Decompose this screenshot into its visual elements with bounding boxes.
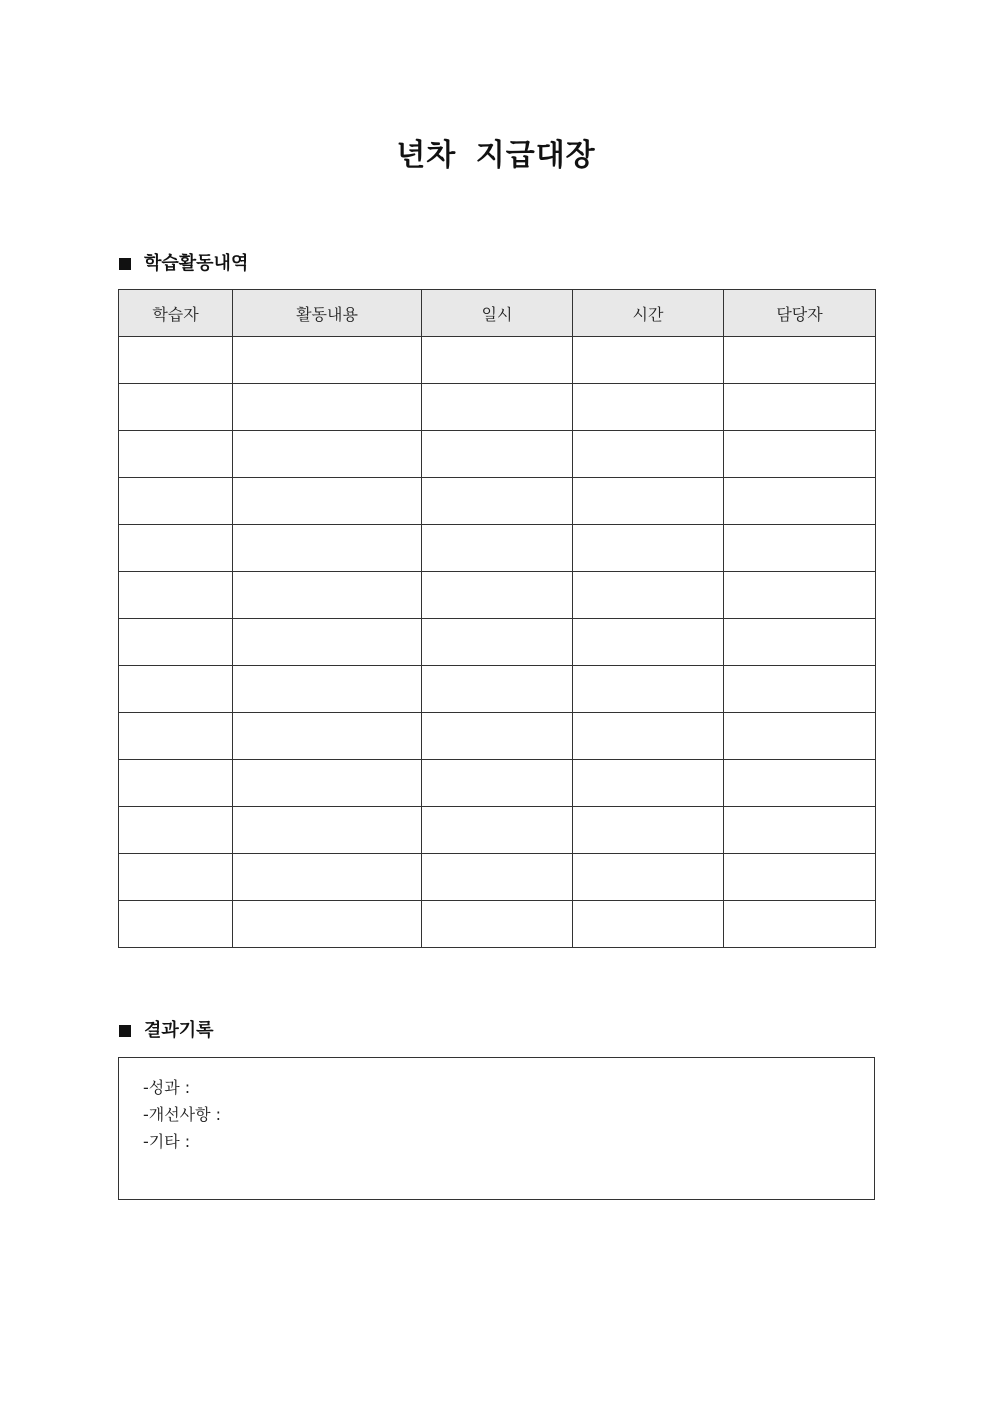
manager-cell[interactable] xyxy=(724,525,876,572)
manager-cell[interactable] xyxy=(724,807,876,854)
time-cell[interactable] xyxy=(573,713,724,760)
activity-cell[interactable] xyxy=(233,478,422,525)
learner-cell[interactable] xyxy=(119,572,233,619)
time-cell[interactable] xyxy=(573,760,724,807)
table-row xyxy=(119,807,876,854)
manager-cell[interactable] xyxy=(724,901,876,948)
date-cell[interactable] xyxy=(422,572,573,619)
activity-table-body xyxy=(119,337,876,948)
learner-cell[interactable] xyxy=(119,619,233,666)
activity-table xyxy=(118,289,876,948)
activity-cell[interactable] xyxy=(233,572,422,619)
column-header-manager: 담당자 xyxy=(724,290,876,337)
time-cell[interactable] xyxy=(573,572,724,619)
time-cell[interactable] xyxy=(573,478,724,525)
square-bullet-icon xyxy=(119,1025,131,1037)
time-cell[interactable] xyxy=(573,337,724,384)
activity-cell[interactable] xyxy=(233,431,422,478)
manager-cell[interactable] xyxy=(724,431,876,478)
manager-cell[interactable] xyxy=(724,713,876,760)
square-bullet-icon xyxy=(119,258,131,270)
activity-section-heading xyxy=(119,252,248,276)
time-cell[interactable] xyxy=(573,384,724,431)
table-row xyxy=(119,478,876,525)
time-cell[interactable] xyxy=(573,901,724,948)
manager-cell[interactable] xyxy=(724,337,876,384)
manager-cell[interactable] xyxy=(724,572,876,619)
table-row xyxy=(119,384,876,431)
learner-cell[interactable] xyxy=(119,525,233,572)
result-line-achievement: -성과 : xyxy=(143,1078,191,1097)
activity-cell[interactable] xyxy=(233,807,422,854)
activity-cell[interactable] xyxy=(233,854,422,901)
manager-cell[interactable] xyxy=(724,854,876,901)
date-cell[interactable] xyxy=(422,619,573,666)
date-cell[interactable] xyxy=(422,807,573,854)
date-cell[interactable] xyxy=(422,478,573,525)
time-cell[interactable] xyxy=(573,525,724,572)
column-header-time: 시간 xyxy=(573,290,724,337)
time-cell[interactable] xyxy=(573,619,724,666)
table-row xyxy=(119,572,876,619)
date-cell[interactable] xyxy=(422,525,573,572)
table-header-row xyxy=(119,290,876,337)
activity-cell[interactable] xyxy=(233,337,422,384)
time-cell[interactable] xyxy=(573,431,724,478)
date-cell[interactable] xyxy=(422,854,573,901)
manager-cell[interactable] xyxy=(724,478,876,525)
manager-cell[interactable] xyxy=(724,760,876,807)
result-section-heading xyxy=(119,1019,214,1043)
date-cell[interactable] xyxy=(422,384,573,431)
table-row xyxy=(119,901,876,948)
manager-cell[interactable] xyxy=(724,666,876,713)
learner-cell[interactable] xyxy=(119,854,233,901)
learner-cell[interactable] xyxy=(119,431,233,478)
time-cell[interactable] xyxy=(573,666,724,713)
result-heading-text: 결과기록 xyxy=(144,1020,214,1041)
date-cell[interactable] xyxy=(422,337,573,384)
manager-cell[interactable] xyxy=(724,619,876,666)
result-line-other: -기타 : xyxy=(143,1132,191,1151)
learner-cell[interactable] xyxy=(119,713,233,760)
learner-cell[interactable] xyxy=(119,384,233,431)
result-line-improvement: -개선사항 : xyxy=(143,1105,222,1124)
date-cell[interactable] xyxy=(422,713,573,760)
table-row xyxy=(119,619,876,666)
table-row xyxy=(119,666,876,713)
time-cell[interactable] xyxy=(573,807,724,854)
activity-heading-text: 학습활동내역 xyxy=(144,253,249,274)
table-row xyxy=(119,854,876,901)
table-row xyxy=(119,337,876,384)
activity-cell[interactable] xyxy=(233,384,422,431)
activity-cell[interactable] xyxy=(233,666,422,713)
manager-cell[interactable] xyxy=(724,384,876,431)
activity-cell[interactable] xyxy=(233,525,422,572)
time-cell[interactable] xyxy=(573,854,724,901)
activity-cell[interactable] xyxy=(233,760,422,807)
document-title: 년차 지급대장 xyxy=(396,138,596,173)
activity-cell[interactable] xyxy=(233,901,422,948)
learner-cell[interactable] xyxy=(119,666,233,713)
learner-cell[interactable] xyxy=(119,807,233,854)
date-cell[interactable] xyxy=(422,901,573,948)
date-cell[interactable] xyxy=(422,760,573,807)
table-row xyxy=(119,525,876,572)
date-cell[interactable] xyxy=(422,666,573,713)
learner-cell[interactable] xyxy=(119,337,233,384)
result-record-box[interactable] xyxy=(118,1057,875,1200)
column-header-activity: 활동내용 xyxy=(233,290,422,337)
activity-cell[interactable] xyxy=(233,619,422,666)
table-row xyxy=(119,760,876,807)
date-cell[interactable] xyxy=(422,431,573,478)
table-row xyxy=(119,431,876,478)
table-row xyxy=(119,713,876,760)
activity-cell[interactable] xyxy=(233,713,422,760)
learner-cell[interactable] xyxy=(119,760,233,807)
column-header-learner: 학습자 xyxy=(119,290,233,337)
learner-cell[interactable] xyxy=(119,478,233,525)
column-header-date: 일시 xyxy=(422,290,573,337)
learner-cell[interactable] xyxy=(119,901,233,948)
